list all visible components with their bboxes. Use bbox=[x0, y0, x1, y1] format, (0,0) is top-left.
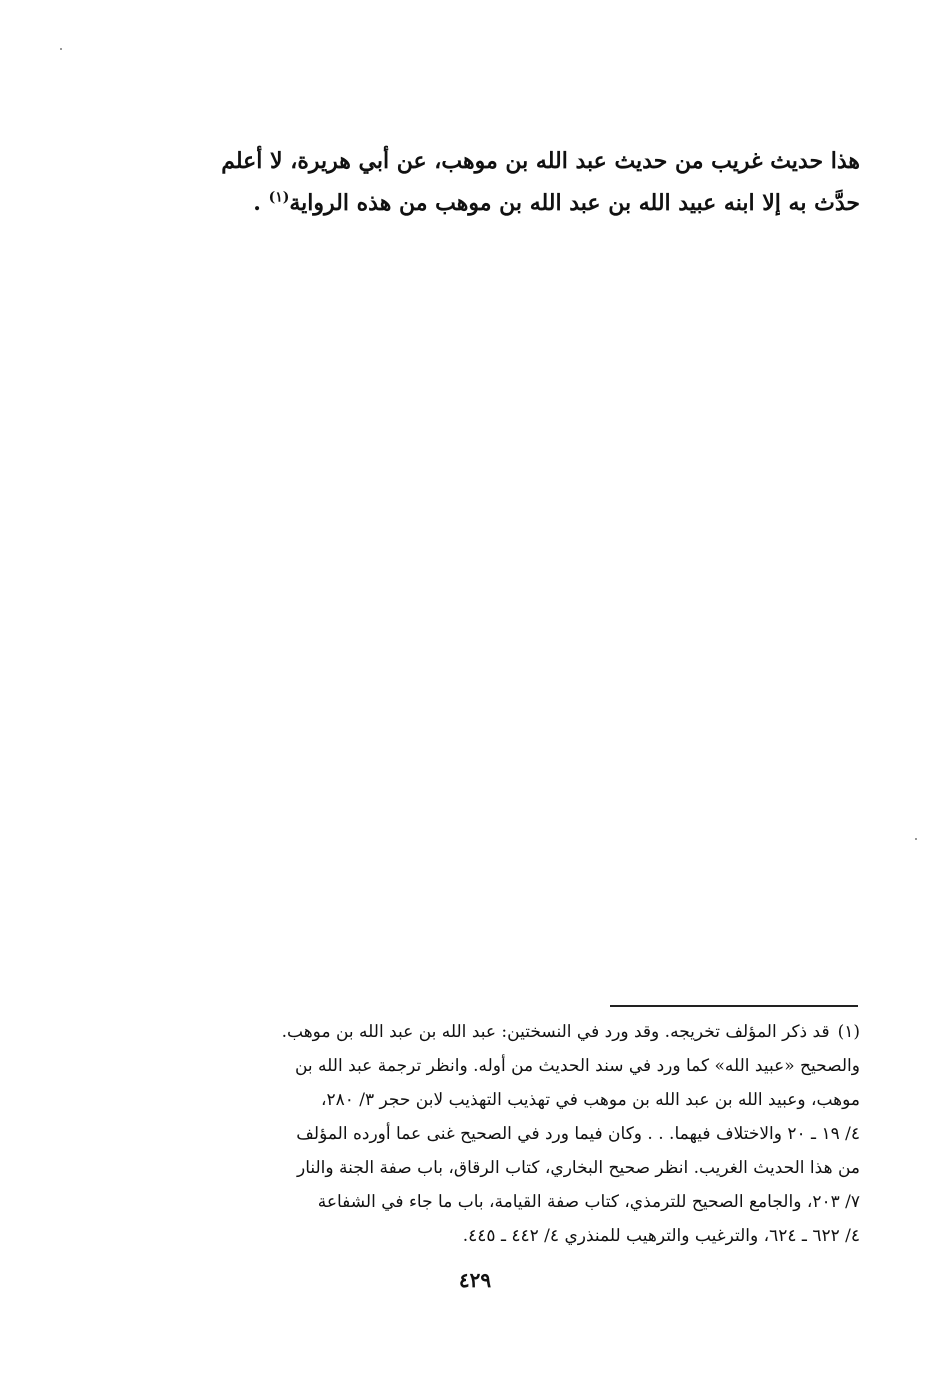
footnote-line-7: ٤/ ٦٢٢ ـ ٦٢٤، والترغيب والترهيب للمنذري ٤/ ٤٤٢ ـ ٤٤٥. bbox=[462, 1226, 860, 1246]
main-line-2 bbox=[135, 182, 860, 224]
footnote-line-1 bbox=[135, 1015, 860, 1049]
main-line-1: هذا حديث غريب من حديث عبد الله بن موهب، عن أبي هريرة، لا أعلم bbox=[221, 148, 860, 174]
footnote-line-6: ٧/ ٢٠٣، والجامع الصحيح للترمذي، كتاب صفة القيامة، باب ما جاء في الشفاعة bbox=[317, 1192, 860, 1212]
page-number: ٤٢٩ bbox=[458, 1268, 492, 1292]
footnote bbox=[135, 1015, 860, 1253]
footnote-divider bbox=[610, 1005, 858, 1007]
footnote-line-1-text: قد ذكر المؤلف تخريجه. وقد ورد في النسختين: عبد الله بن عبد الله بن موهب. bbox=[281, 1022, 830, 1042]
scan-speck bbox=[60, 48, 62, 50]
main-paragraph bbox=[135, 140, 860, 224]
main-line-2-end: . bbox=[253, 190, 269, 216]
footnote-line-5: من هذا الحديث الغريب. انظر صحيح البخاري، كتاب الرقاق، باب صفة الجنة والنار bbox=[296, 1158, 860, 1178]
main-line-2-text: حدَّث به إلا ابنه عبيد الله بن عبد الله بن موهب من هذه الرواية bbox=[289, 190, 860, 216]
footnote-marker: (١) bbox=[837, 1022, 860, 1042]
footnote-line-2: والصحيح «عبيد الله» كما ورد في سند الحديث من أوله. وانظر ترجمة عبد الله بن bbox=[294, 1056, 860, 1076]
footnote-line-4: ٤/ ١٩ ـ ٢٠ والاختلاف فيهما. . . وكان فيما ورد في الصحيح غنى عما أورده المؤلف bbox=[296, 1124, 860, 1144]
scan-speck bbox=[915, 838, 917, 840]
footnote-line-3: موهب، وعبيد الله بن عبد الله بن موهب في تهذيب التهذيب لابن حجر ٣/ ٢٨٠، bbox=[320, 1090, 860, 1110]
footnote-reference: (١) bbox=[268, 189, 290, 206]
